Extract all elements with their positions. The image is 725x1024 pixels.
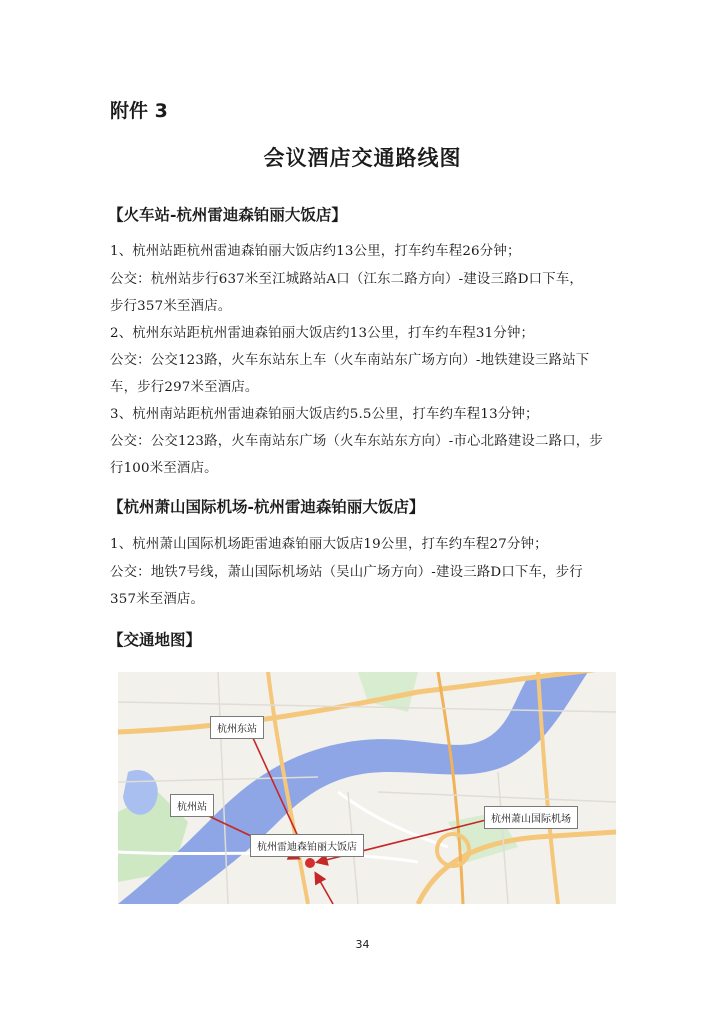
text-line: 公交：杭州站步行637米至江城路站A口（江东二路方向）-建设三路D口下车， xyxy=(110,272,583,287)
text-line: 357米至酒店。 xyxy=(110,592,205,607)
map-graphic xyxy=(118,672,616,904)
page-number: 34 xyxy=(355,938,370,951)
text-line: 公交：公交123路，火车东站东上车（火车南站东广场方向）-地铁建设三路站下 xyxy=(110,353,590,368)
section-heading-train: 【火车站-杭州雷迪森铂丽大饭店】 xyxy=(108,205,347,224)
section-heading-map: 【交通地图】 xyxy=(108,630,202,649)
attachment-label: 附件 3 xyxy=(110,100,168,122)
map-label-airport: 杭州萧山国际机场 xyxy=(484,806,578,829)
page-title: 会议酒店交通路线图 xyxy=(263,146,462,170)
text-line: 公交：地铁7号线，萧山国际机场站（吴山广场方向）-建设三路D口下车，步行 xyxy=(110,565,583,580)
text-line: 1、杭州萧山国际机场距雷迪森铂丽大饭店19公里，打车约车程27分钟； xyxy=(110,537,548,552)
map-label-hotel: 杭州雷迪森铂丽大饭店 xyxy=(250,834,364,857)
text-line: 3、杭州南站距杭州雷迪森铂丽大饭店约5.5公里，打车约车程13分钟； xyxy=(110,407,539,422)
text-line: 1、杭州站距杭州雷迪森铂丽大饭店约13公里，打车约车程26分钟； xyxy=(110,244,521,259)
text-line: 公交：公交123路，火车南站东广场（火车东站东方向）-市心北路建设二路口，步 xyxy=(110,434,603,449)
text-line: 2、杭州东站距杭州雷迪森铂丽大饭店约13公里，打车约车程31分钟； xyxy=(110,326,535,341)
hotel-pin-icon xyxy=(305,858,315,868)
section-heading-airport: 【杭州萧山国际机场-杭州雷迪森铂丽大饭店】 xyxy=(108,497,425,516)
text-line: 车，步行297米至酒店。 xyxy=(110,380,259,395)
map-label-east-station: 杭州东站 xyxy=(210,716,264,739)
text-line: 步行357米至酒店。 xyxy=(110,299,232,314)
map-label-hz-station: 杭州站 xyxy=(170,794,214,817)
traffic-map xyxy=(118,672,616,904)
text-line: 行100米至酒店。 xyxy=(110,461,218,476)
